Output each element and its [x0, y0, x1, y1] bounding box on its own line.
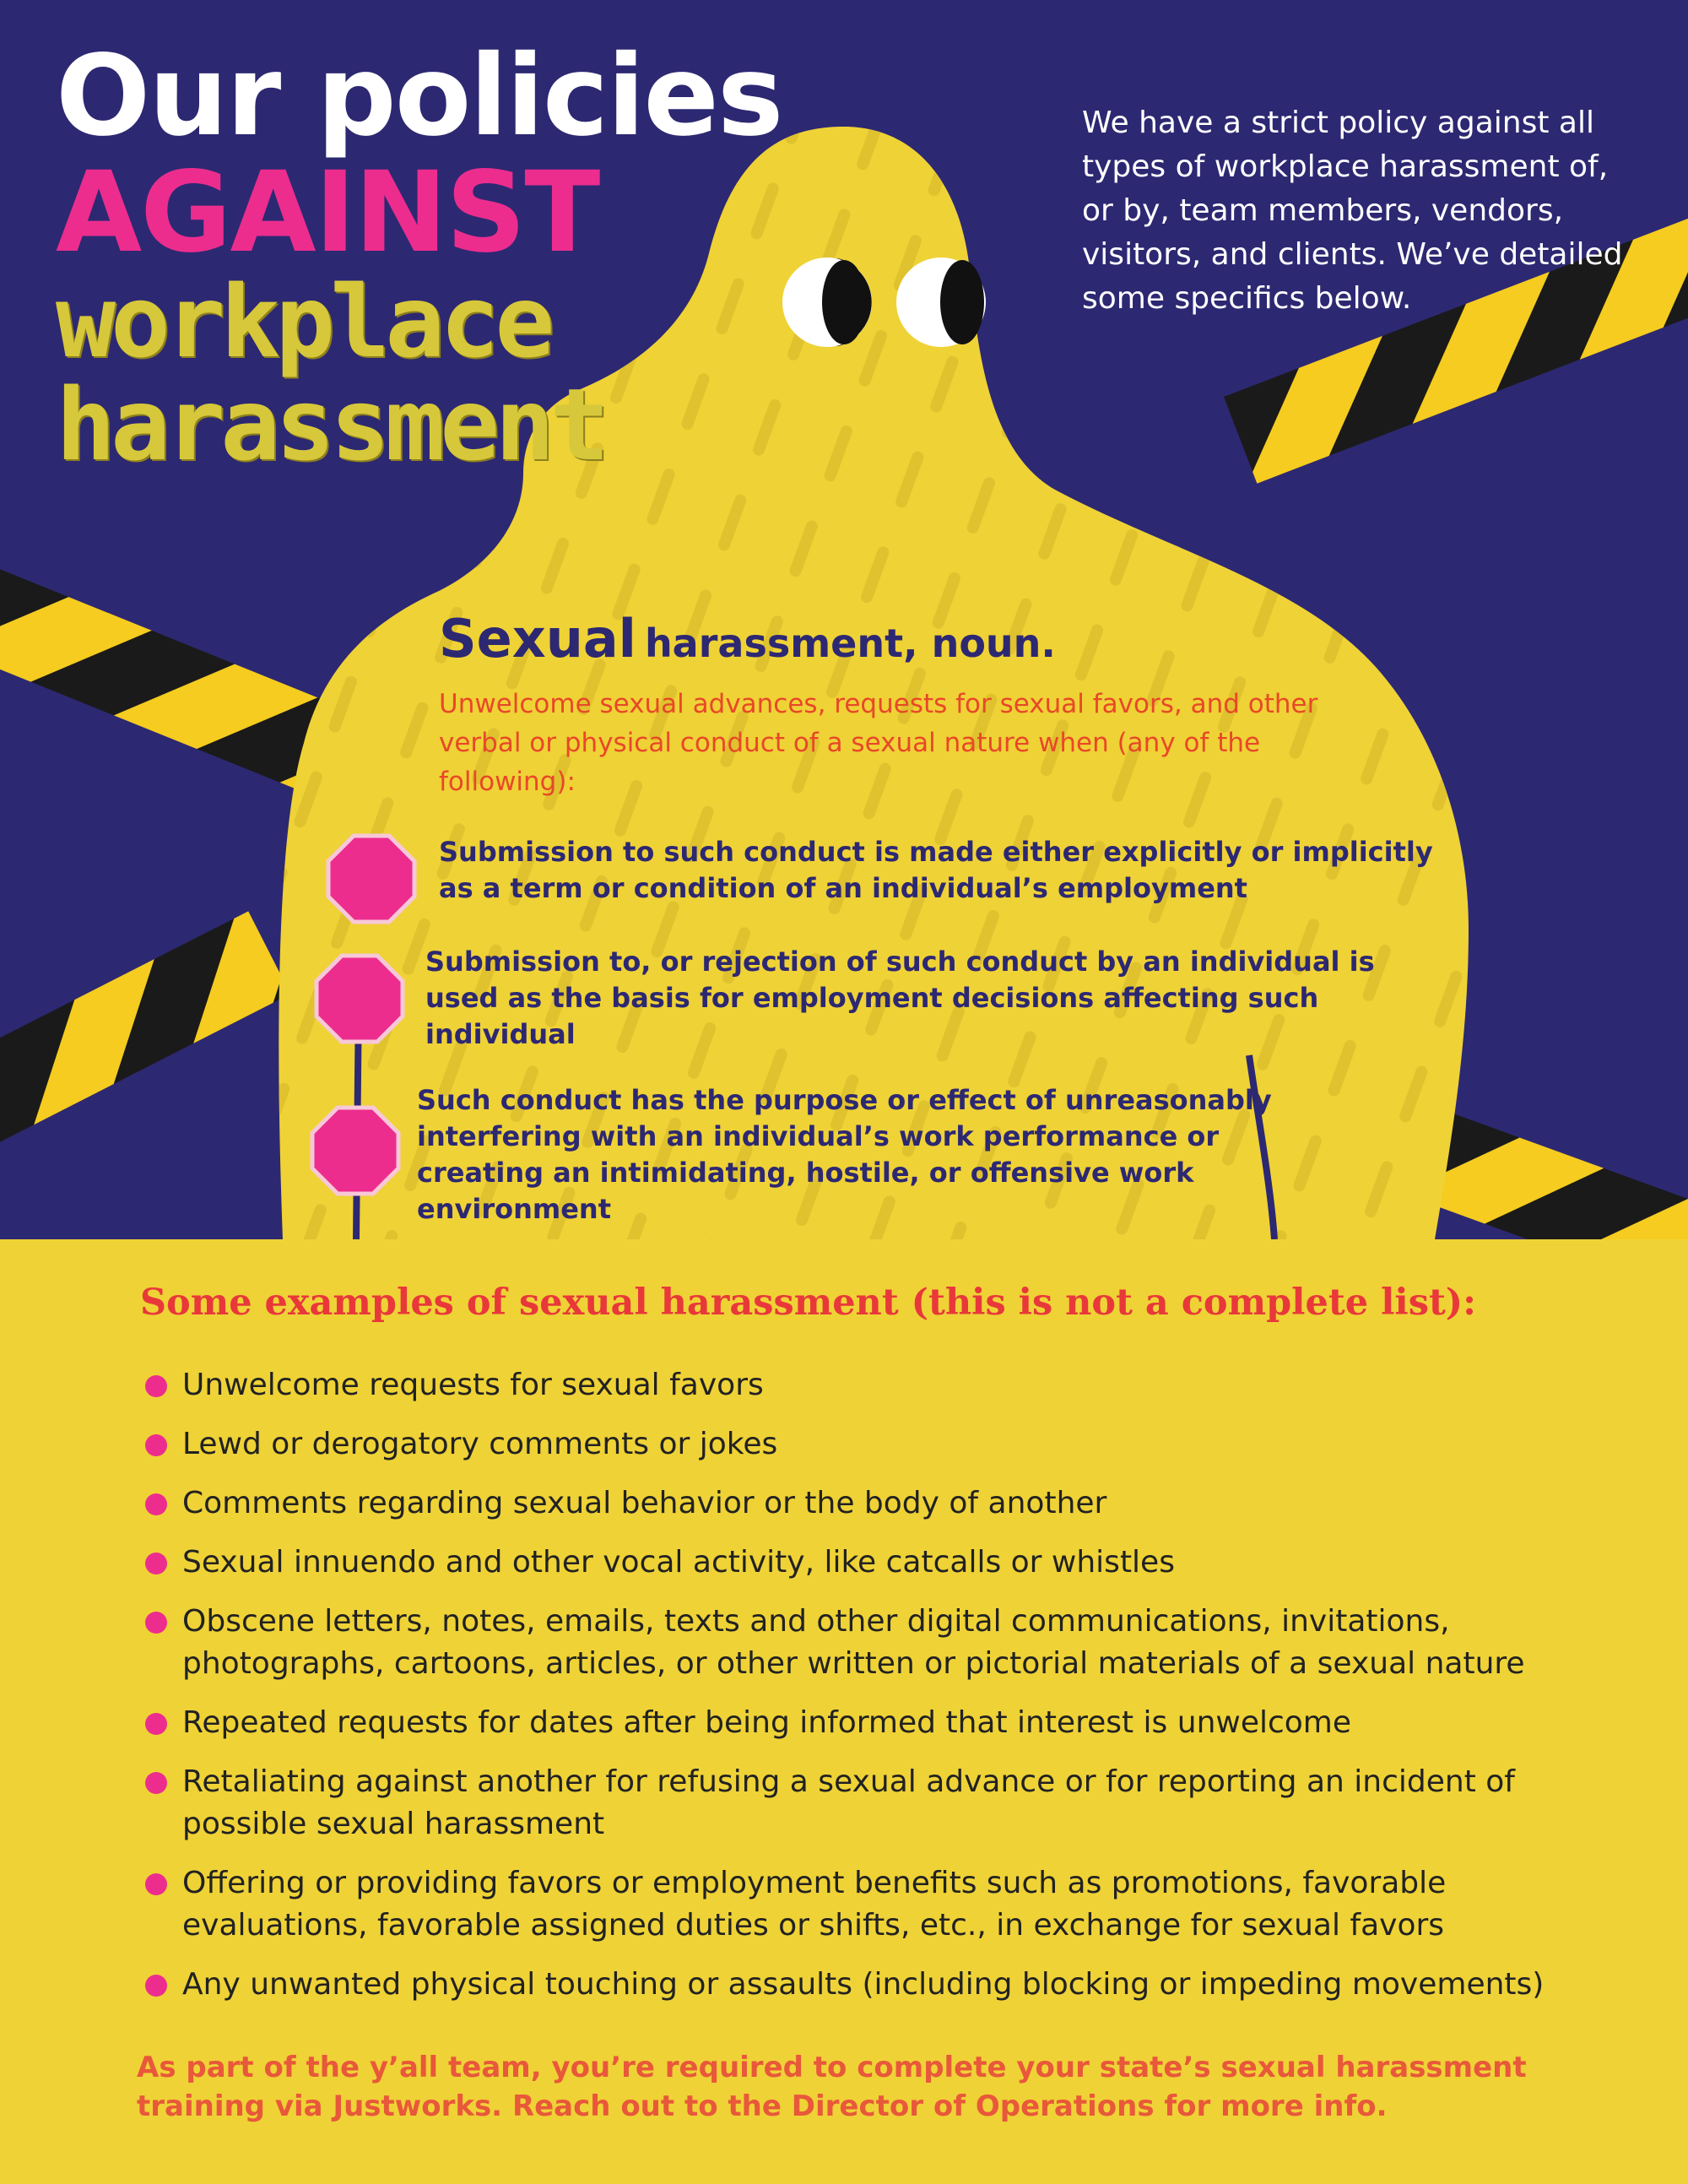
list-item — [140, 1601, 1592, 1685]
bullet-dot-icon — [145, 1493, 167, 1515]
bullet-dot-icon — [145, 1975, 167, 1997]
list-item-text: Any unwanted physical touching or assaults (including blocking or impeding movements) — [182, 1967, 1545, 2002]
list-item — [140, 1364, 1592, 1406]
list-item — [140, 1862, 1592, 1947]
criterion-1: Submission to such conduct is made either explicitly or implicitly as a term or condition of an individual’s employment — [439, 836, 1433, 904]
definition-body: Unwelcome sexual advances, requests for sexual favors, and other verbal or physical conduct of a sexual nature when (any of the following): — [439, 689, 1318, 797]
octagon-bullet-icon-3 — [312, 1108, 398, 1194]
bullet-dot-icon — [145, 1772, 167, 1794]
bullet-dot-icon — [145, 1553, 167, 1574]
caution-tape-left-lower — [0, 911, 290, 1155]
right-eye-icon — [896, 257, 986, 347]
left-eye-icon — [782, 257, 872, 347]
octagon-bullet-icon-2 — [316, 956, 403, 1042]
list-item-text: Unwelcome requests for sexual favors — [182, 1368, 764, 1402]
bullet-dot-icon — [145, 1434, 167, 1456]
examples-list — [140, 1364, 1592, 2023]
list-item-text: Repeated requests for dates after being informed that interest is unwelcome — [182, 1705, 1352, 1740]
examples-section — [0, 1239, 1688, 2184]
title-line-4: harassment — [56, 366, 605, 483]
octagon-bullet-icon-1 — [328, 836, 414, 922]
bullet-dot-icon — [145, 1873, 167, 1895]
definition-heading — [439, 608, 1435, 669]
criterion-2: Submission to, or rejection of such conduct by an individual is used as the basis for employment decisions affecting such individual — [425, 946, 1375, 1050]
title-line-3: workplace — [56, 263, 550, 380]
list-item-text: Retaliating against another for refusing a sexual advance or for reporting an incident of possible sexual harassment — [182, 1764, 1515, 1841]
list-item — [140, 1482, 1592, 1525]
list-item — [140, 1964, 1592, 2006]
list-item-text: Offering or providing favors or employment benefits such as promotions, favorable evaluations, favorable assigned duties or shifts, etc., in exchange for sexual favors — [182, 1866, 1447, 1943]
list-item — [140, 1761, 1592, 1845]
examples-heading: Some examples of sexual harassment (this is not a complete list): — [140, 1282, 1477, 1324]
list-item — [140, 1423, 1592, 1466]
title-line-2: AGAINST — [56, 148, 599, 278]
list-item — [140, 1542, 1592, 1584]
list-item-text: Obscene letters, notes, emails, texts and other digital communications, invitations, photographs, cartoons, articles, or other written or pictorial materials of a sexual nature — [182, 1604, 1525, 1681]
list-item-text: Sexual innuendo and other vocal activity, like catcalls or whistles — [182, 1545, 1175, 1580]
definition-word-2: harassment, noun. — [644, 621, 1056, 666]
definition-block — [439, 608, 1435, 801]
criterion-3: Such conduct has the purpose or effect of unreasonably interfering with an individual’s work performance or creating an intimidating, hostile, or offensive work environment — [417, 1084, 1272, 1225]
definition-word-1: Sexual — [439, 608, 636, 669]
title-line-1: Our policies — [56, 31, 782, 161]
intro-text: We have a strict policy against all types of workplace harassment of, or by, team members, vendors, visitors, and clients. We’ve detailed some specifics below. — [1082, 106, 1623, 316]
page-title — [56, 31, 782, 483]
list-item — [140, 1702, 1592, 1744]
list-item-text: Lewd or derogatory comments or jokes — [182, 1427, 778, 1461]
bullet-dot-icon — [145, 1612, 167, 1634]
footer-note: As part of the y’all team, you’re required to complete your state’s sexual harassment training via Justworks. Reach out to the Director of Operations for more info. — [137, 2051, 1527, 2123]
list-item-text: Comments regarding sexual behavior or the body of another — [182, 1486, 1107, 1520]
bullet-dot-icon — [145, 1375, 167, 1397]
bullet-dot-icon — [145, 1713, 167, 1735]
